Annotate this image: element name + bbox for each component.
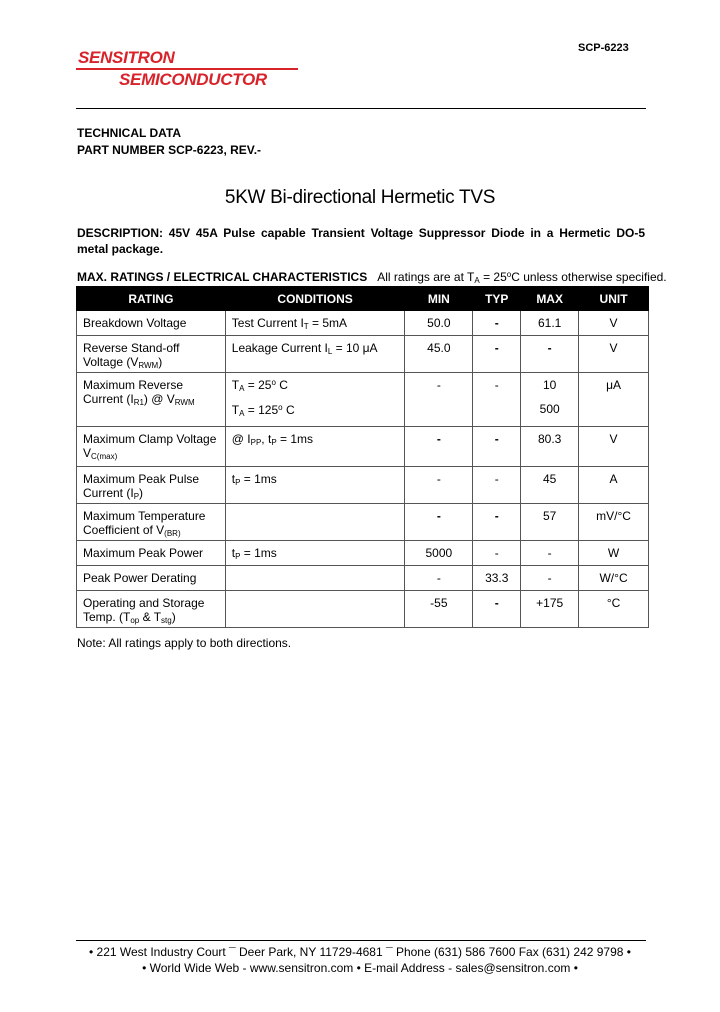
technical-data-label: TECHNICAL DATA	[77, 126, 181, 140]
ratings-heading-label: MAX. RATINGS / ELECTRICAL CHARACTERISTICS	[77, 270, 368, 284]
footer-divider	[76, 940, 646, 941]
unit-cell: °C	[579, 591, 649, 628]
unit-cell: W	[579, 541, 649, 566]
rating-cell: Maximum Reverse Current $(I_{R1})$ @ $V_{RWM}$	[77, 373, 226, 427]
part-number-label: PART NUMBER SCP-6223, REV.-	[77, 143, 262, 157]
table-row	[77, 541, 649, 566]
max-cell: 61.1	[521, 311, 579, 336]
table-row	[77, 591, 649, 628]
table-header-row	[77, 287, 649, 311]
max-cell: 57	[521, 504, 579, 541]
unit-cell: V	[579, 336, 649, 373]
rating-cell: Maximum Peak Pulse Current $(I_P)$	[77, 467, 226, 504]
description: DESCRIPTION: 45V 45A Pulse capable Transient Voltage Suppressor Diode in a Hermetic DO-5 metal package.	[77, 226, 645, 256]
min-cell: 5000	[405, 541, 473, 566]
col-header-unit: UNIT	[579, 287, 649, 311]
typ-cell: -	[473, 311, 521, 336]
col-header-max: MAX	[521, 287, 579, 311]
unit-cell: mV/°C	[579, 504, 649, 541]
typ-cell: -	[473, 591, 521, 628]
conditions-cell	[225, 504, 405, 541]
sensitron-logo	[76, 48, 306, 94]
max-cell: +175	[521, 591, 579, 628]
table-row	[77, 311, 649, 336]
typ-cell: -	[473, 541, 521, 566]
logo-line-1: SENSITRON	[78, 48, 175, 67]
conditions-cell: Test Current $I_T = 5mA$	[225, 311, 405, 336]
col-header-typ: TYP	[473, 287, 521, 311]
min-cell: -	[405, 373, 473, 427]
rating-cell: Maximum Temperature Coefficient of $V_{(BR)}$	[77, 504, 226, 541]
col-header-conditions: CONDITIONS	[225, 287, 405, 311]
table-row	[77, 336, 649, 373]
rating-cell: Reverse Stand-off Voltage $(V_{RWM})$	[77, 336, 226, 373]
max-cell: 45	[521, 467, 579, 504]
min-cell: -	[405, 467, 473, 504]
conditions-cell	[225, 591, 405, 628]
max-cell: -	[521, 336, 579, 373]
unit-cell: W/°C	[579, 566, 649, 591]
max-cell: -	[521, 541, 579, 566]
rating-cell: Operating and Storage Temp. ($T_{op}$ & $T_{stg}$)	[77, 591, 226, 628]
typ-cell: 33.3	[473, 566, 521, 591]
page-title: 5KW Bi-directional Hermetic TVS	[224, 187, 496, 208]
table-row	[77, 373, 649, 427]
conditions-cell	[225, 566, 405, 591]
conditions-cell: @ $I_{PP}$, $t_P = 1ms$	[225, 427, 405, 467]
max-cell	[521, 373, 579, 427]
typ-cell: -	[473, 467, 521, 504]
unit-cell: μA	[579, 373, 649, 427]
table-row	[77, 467, 649, 504]
conditions-cell: $t_P = 1ms$	[225, 467, 405, 504]
min-cell: -55	[405, 591, 473, 628]
max-value-25c: 10	[542, 378, 557, 392]
conditions-cell: $t_P = 1ms$	[225, 541, 405, 566]
technical-data-block	[77, 125, 261, 159]
col-header-min: MIN	[405, 287, 473, 311]
electrical-characteristics-table	[76, 286, 649, 628]
max-value-125c: 500	[539, 402, 560, 416]
ratings-heading	[77, 270, 667, 284]
min-cell: -	[405, 504, 473, 541]
footer-contact: • World Wide Web - www.sensitron.com • E-mail Address - sales@sensitron.com •	[142, 961, 578, 975]
unit-cell: A	[579, 467, 649, 504]
header-divider	[76, 108, 646, 109]
max-cell: 80.3	[521, 427, 579, 467]
typ-cell: -	[473, 504, 521, 541]
table-row	[77, 427, 649, 467]
min-cell: 50.0	[405, 311, 473, 336]
min-cell: -	[405, 566, 473, 591]
rating-cell: Breakdown Voltage	[77, 311, 226, 336]
rating-cell: Maximum Peak Power	[77, 541, 226, 566]
table-row	[77, 566, 649, 591]
min-cell: 45.0	[405, 336, 473, 373]
document-number: SCP-6223	[578, 42, 629, 54]
rating-cell: Peak Power Derating	[77, 566, 226, 591]
typ-cell: -	[473, 336, 521, 373]
typ-cell: -	[473, 427, 521, 467]
rating-cell: Maximum Clamp Voltage $V_{C(max)}$	[77, 427, 226, 467]
ratings-note: Note: All ratings apply to both directions.	[77, 636, 292, 650]
min-cell: -	[405, 427, 473, 467]
unit-cell: V	[579, 427, 649, 467]
ratings-conditions-note: All ratings are at $T_A = 25^oC$ unless otherwise specified.	[377, 270, 667, 285]
typ-cell: -	[473, 373, 521, 427]
logo-line-2: SEMICONDUCTOR	[119, 70, 267, 89]
conditions-cell: Leakage Current $I_L = 10$ μA	[225, 336, 405, 373]
table-row	[77, 504, 649, 541]
max-cell: -	[521, 566, 579, 591]
col-header-rating: RATING	[77, 287, 226, 311]
footer-address: • 221 West Industry Court ¯ Deer Park, NY 11729-4681 ¯ Phone (631) 586 7600 Fax (631) 242 9798 •	[89, 945, 631, 959]
conditions-cell: $T_A = 25^o$ C $T_A = 125^o$ C	[225, 373, 405, 427]
unit-cell: V	[579, 311, 649, 336]
